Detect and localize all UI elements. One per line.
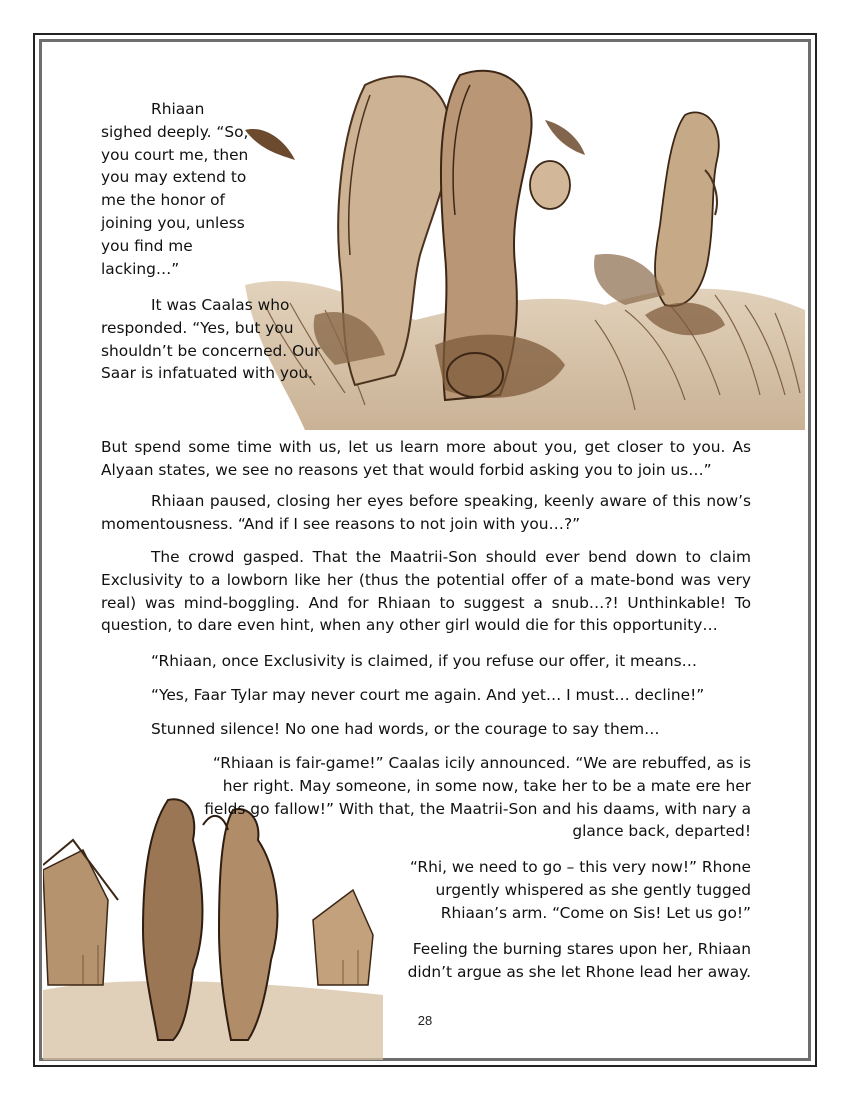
paragraph-3: Rhiaan paused, closing her eyes before speaking, keenly aware of this now’s momentousness. “And if I see reasons to not join with you…?” bbox=[101, 492, 751, 533]
paragraph-4: The crowd gasped. That the Maatrii-Son should ever bend down to claim Exclusivity to a lowborn like her (thus the potential offer of a mate-bond was very real) was mind-boggling. And for Rhiaan to suggest a snub…?! Unthinkable! To question, to dare even hint, when any other girl would die for this opportunity… bbox=[101, 548, 751, 635]
paragraph-2b: But spend some time with us, let us learn more about you, get closer to you. As Alyaan states, we see no reasons yet that would forbid asking you to join us…” bbox=[101, 438, 751, 479]
paragraph-1: Rhiaan sighed deeply. “So, you court me, then you may extend to me the honor of joining you, unless you find me lacking…” bbox=[101, 100, 249, 278]
paragraph-7: Stunned silence! No one had words, or the courage to say them… bbox=[151, 720, 660, 738]
paragraph-8: “Rhiaan is fair-game!” Caalas icily announced. “We are rebuffed, as is her right. May someone, in some now, take her to be a mate ere her fields go fallow!” With that, the Maatrii-Son and his daams, with nary a glance back, departed! bbox=[204, 754, 751, 841]
paragraph-5: “Rhiaan, once Exclusivity is claimed, if you refuse our offer, it means… bbox=[151, 652, 698, 670]
page-number: 28 bbox=[417, 1013, 433, 1028]
paragraph-2a: It was Caalas who responded. “Yes, but you shouldn’t be concerned. Our Saar is infatuated with you. bbox=[101, 296, 321, 383]
paragraph-6: “Yes, Faar Tylar may never court me again. And yet… I must… decline!” bbox=[151, 686, 705, 704]
paragraph-10: Feeling the burning stares upon her, Rhiaan didn’t argue as she let Rhone lead her away. bbox=[407, 940, 751, 981]
paragraph-9: “Rhi, we need to go – this very now!” Rhone urgently whispered as she gently tugged Rhiaan’s arm. “Come on Sis! Let us go!” bbox=[409, 858, 751, 922]
